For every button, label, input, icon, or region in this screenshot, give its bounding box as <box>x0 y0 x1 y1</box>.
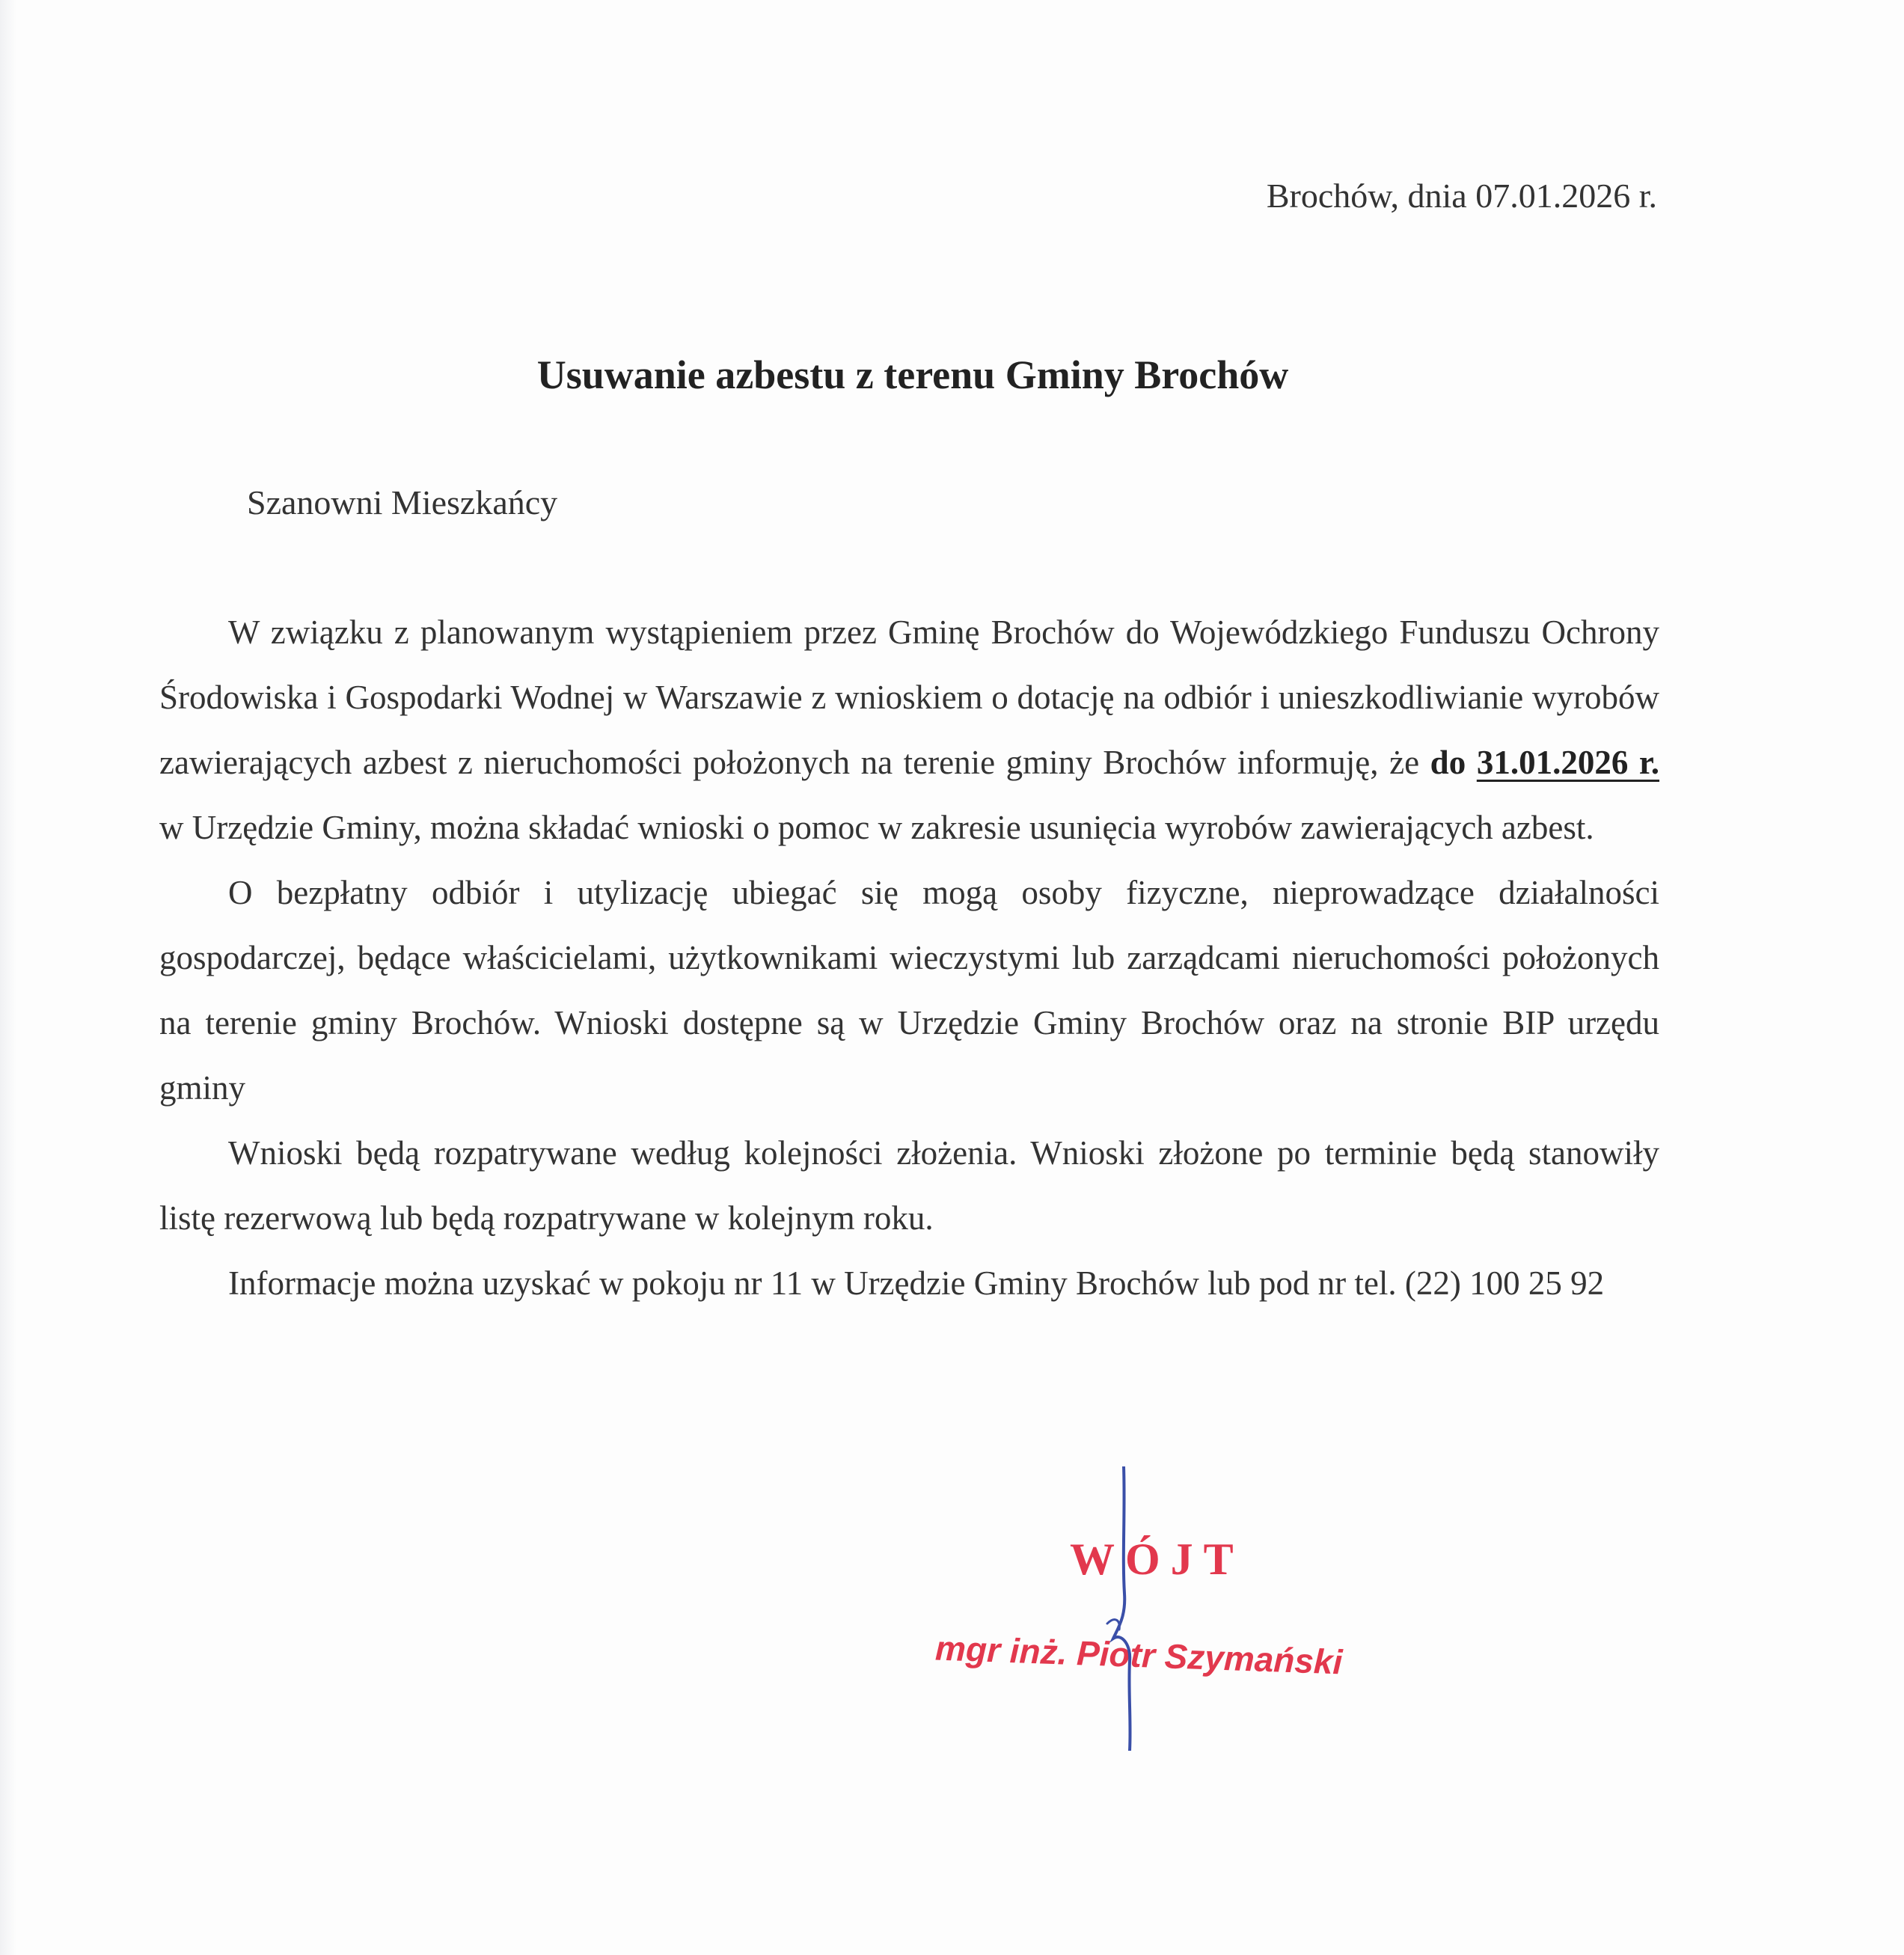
deadline-preposition: do <box>1430 744 1466 781</box>
paragraph-deadline-text: W związku z planowanym wystąpieniem przez Gminę Brochów do Wojewódzkiego Funduszu Ochrony Środowiska i Gospodarki Wodnej w Warszawie z wnioskiem o dotację na odbiór i unieszkodliwianie wyrobów zawierających azbest z nieruchomości położonych na terenie gminy Brochów informuję, że <box>159 614 1659 781</box>
letter-body <box>159 600 1659 1316</box>
scan-edge <box>0 0 16 1955</box>
stamp-name: mgr inż. Piotr Szymański <box>934 1628 1344 1682</box>
paragraph-deadline <box>159 600 1659 860</box>
document-title: Usuwanie azbestu z terenu Gminy Brochów <box>536 352 1289 397</box>
paragraph-eligibility: O bezpłatny odbiór i utylizację ubiegać się mogą osoby fizyczne, nieprowadzące działalności gospodarczej, będące właścicielami, użytkownikami wieczystymi lub zarządcami nieruchomości położonych na terenie gminy Brochów. Wnioski dostępne są w Urzędzie Gminy Brochów oraz na stronie BIP urzędu gminy <box>159 874 1659 1107</box>
place-date: Brochów, dnia 07.01.2026 r. <box>1266 177 1657 215</box>
greeting: Szanowni Mieszkańcy <box>247 483 558 521</box>
stamp-title: WÓJT <box>1070 1535 1244 1584</box>
handwritten-signature <box>1077 1466 1182 1751</box>
paragraph-order: Wnioski będą rozpatrywane według kolejności złożenia. Wnioski złożone po terminie będą stanowiły listę rezerwową lub będą rozpatrywane w kolejnym roku. <box>159 1134 1659 1237</box>
paragraph-deadline-text-end: w Urzędzie Gminy, można składać wnioski o pomoc w zakresie usunięcia wyrobów zawierających azbest. <box>159 809 1594 846</box>
deadline-date: 31.01.2026 r. <box>1476 744 1660 781</box>
paragraph-contact: Informacje można uzyskać w pokoju nr 11 w Urzędzie Gminy Brochów lub pod nr tel. (22) 100 25 92 <box>228 1264 1605 1302</box>
